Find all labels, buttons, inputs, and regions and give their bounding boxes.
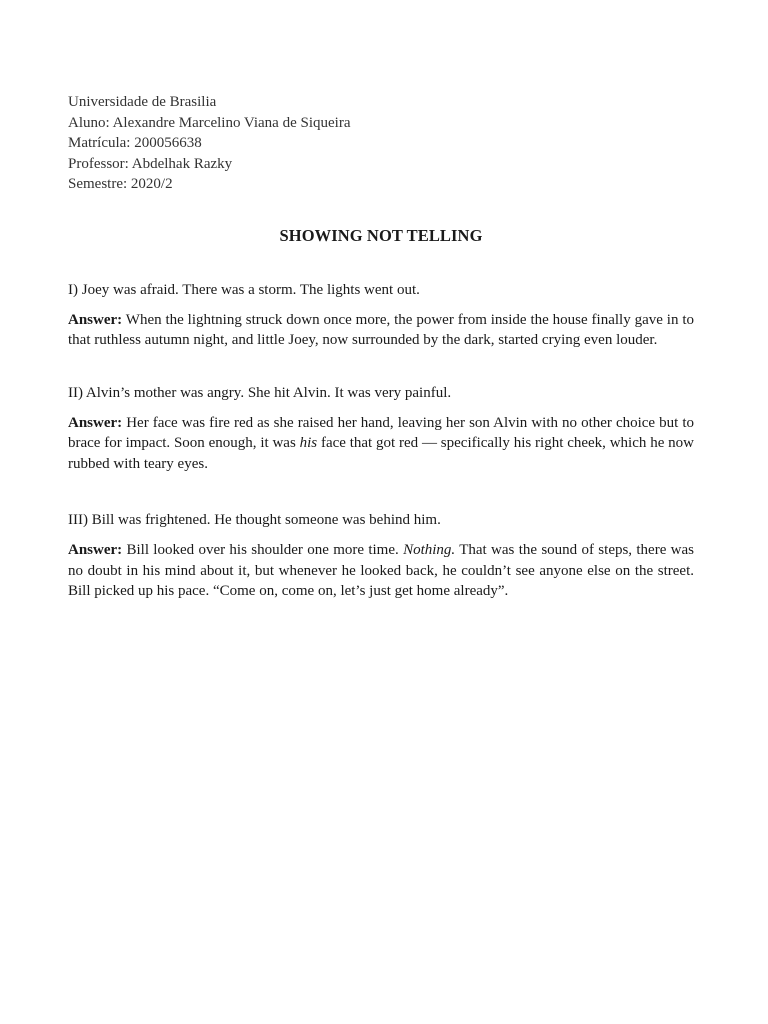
answer-2 <box>68 413 694 475</box>
student-name: Aluno: Alexandre Marcelino Viana de Siqueira <box>68 114 351 131</box>
university-name: Universidade de Brasilia <box>68 94 217 110</box>
semester: Semestre: 2020/2 <box>68 176 173 192</box>
answer-2-text-end: face that got red — specifically his right cheek, which he now rubbed with teary eyes. <box>68 435 694 472</box>
question-2: II) Alvin’s mother was angry. She hit Alvin. It was very painful. <box>68 384 452 401</box>
professor-name: Professor: Abdelhak Razky <box>68 155 233 172</box>
answer-label: Answer: <box>68 542 123 558</box>
document-page <box>68 92 694 602</box>
exercise-2 <box>68 383 694 475</box>
answer-3-text-end: That was the sound of steps, there was no doubt in his mind about it, but whenever he looked back, he couldn’t see anyone else on the street. Bill picked up his pace. “Come on, come on, let’s just get home already”. <box>68 542 695 599</box>
document-header <box>68 92 694 195</box>
page-title: SHOWING NOT TELLING <box>279 225 483 245</box>
question-3: III) Bill was frightened. He thought someone was behind him. <box>68 512 441 528</box>
answer-label: Answer: <box>68 311 123 328</box>
answer-3 <box>68 540 694 602</box>
answer-label: Answer: <box>68 414 123 431</box>
answer-3-text-start: Bill looked over his shoulder one more time. <box>126 542 404 558</box>
exercise-1 <box>68 280 694 351</box>
exercise-3 <box>68 510 694 602</box>
answer-1 <box>68 310 694 351</box>
answer-3-emphasis: Nothing. <box>403 542 456 558</box>
answer-2-text-start: Her face was fire red as she raised her hand, leaving her son Alvin with no other choice but to brace for impact. Soon enough, it was <box>68 414 695 451</box>
registration-number: Matrícula: 200056638 <box>68 135 202 151</box>
question-1: I) Joey was afraid. There was a storm. The lights went out. <box>68 281 420 298</box>
answer-2-emphasis: his <box>299 435 318 451</box>
answer-1-text: When the lightning struck down once more, the power from inside the house finally gave in to that ruthless autumn night, and little Joey, now surrounded by the dark, started crying even louder. <box>68 311 694 348</box>
